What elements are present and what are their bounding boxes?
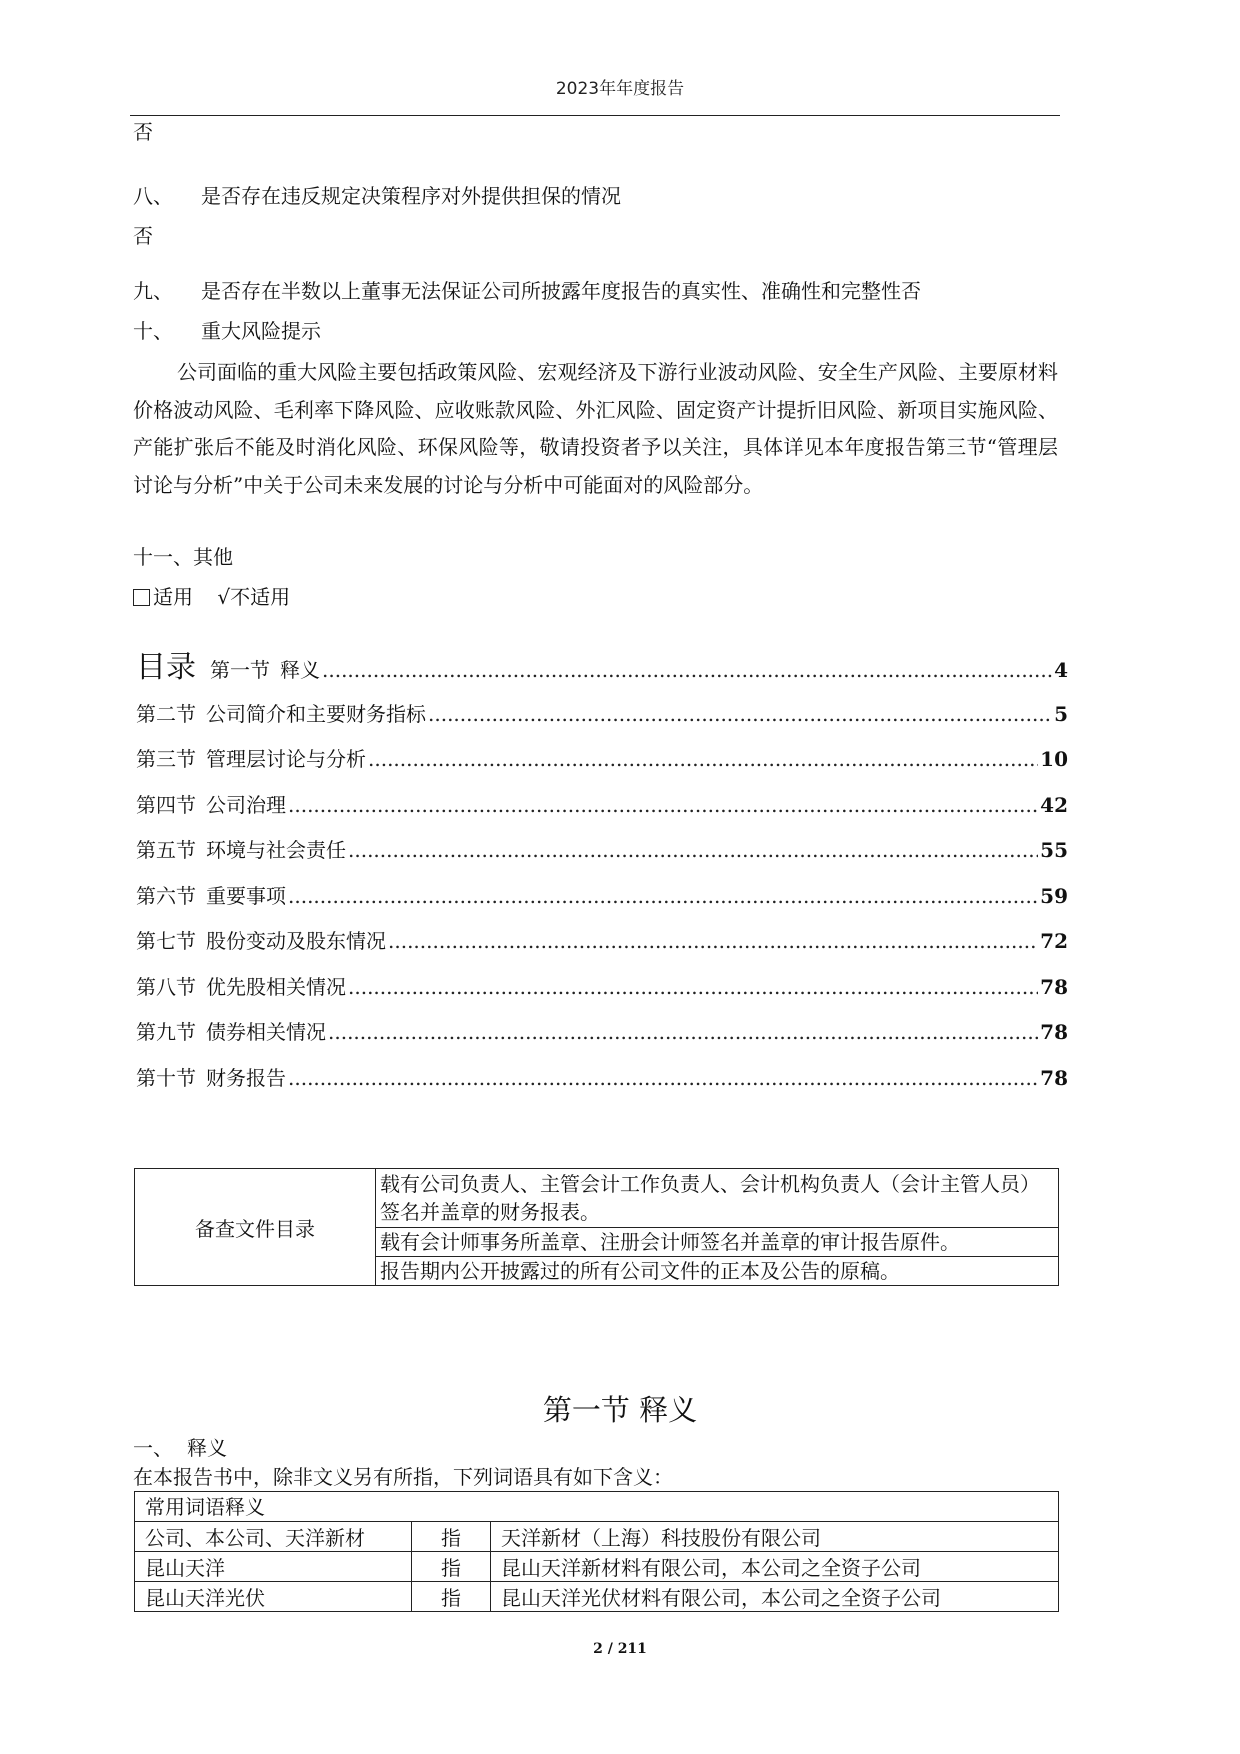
toc-page-number: 72 <box>1040 929 1068 953</box>
toc-entry[interactable] <box>136 745 1068 773</box>
definition-cell: 昆山天洋新材料有限公司，本公司之全资子公司 <box>491 1552 1059 1582</box>
toc-section-title: 管理层讨论与分析 <box>206 747 366 771</box>
toc-section-number: 第三节 <box>136 747 196 771</box>
checkbox-unchecked-icon <box>133 589 150 606</box>
toc-section-title: 债券相关情况 <box>206 1020 326 1044</box>
item-9-num: 九、 <box>133 279 173 303</box>
reference-doc-item: 载有公司负责人、主管会计工作负责人、会计机构负责人（会计主管人员）签名并盖章的财务报表。 <box>376 1169 1059 1228</box>
toc-entry[interactable] <box>136 700 1068 728</box>
page-header: 2023年年度报告 <box>555 79 685 99</box>
item-8-num: 八、 <box>133 184 173 208</box>
toc-page-number: 59 <box>1040 884 1068 908</box>
toc-section-number: 第八节 <box>136 975 196 999</box>
item-10-num: 十、 <box>133 319 173 343</box>
item-10-text: 重大风险提示 <box>201 319 321 343</box>
ref-cell: 指 <box>412 1582 491 1612</box>
answer-no: 否 <box>133 224 153 248</box>
toc-section-title: 财务报告 <box>206 1066 286 1090</box>
toc-page-number: 5 <box>1054 702 1068 726</box>
applicability-options <box>133 583 290 611</box>
toc-entry[interactable] <box>136 791 1068 819</box>
reference-docs-table <box>134 1168 1059 1286</box>
answer-no: 否 <box>133 120 153 144</box>
toc-section-title: 股份变动及股东情况 <box>206 929 386 953</box>
page-total: 211 <box>617 1641 647 1657</box>
toc-section-number: 第九节 <box>136 1020 196 1044</box>
toc-leader-dots <box>428 700 1052 728</box>
toc-section-number: 第七节 <box>136 929 196 953</box>
toc-section-number: 第一节 <box>210 658 270 682</box>
toc-page-number: 78 <box>1040 1020 1068 1044</box>
page-number <box>0 1641 1240 1657</box>
table-row <box>135 1582 1059 1612</box>
table-row <box>135 1492 1059 1522</box>
toc-leader-dots <box>368 745 1038 773</box>
toc-page-number: 55 <box>1040 838 1068 862</box>
term-cell: 昆山天洋光伏 <box>135 1582 412 1612</box>
term-cell: 公司、本公司、天洋新材 <box>135 1522 412 1552</box>
reference-doc-item: 报告期内公开披露过的所有公司文件的正本及公告的原稿。 <box>376 1257 1059 1286</box>
item-9 <box>133 277 921 305</box>
toc-section-number: 第六节 <box>136 884 196 908</box>
option-applicable: 适用 <box>153 585 193 609</box>
option-not-applicable: 不适用 <box>230 585 291 609</box>
table-row <box>135 1169 1059 1228</box>
toc-leader-dots <box>288 1064 1038 1092</box>
toc-entry[interactable] <box>136 1064 1068 1092</box>
item-11: 十一、其他 <box>133 545 233 569</box>
toc-entry[interactable] <box>136 882 1068 910</box>
toc-section-number: 第十节 <box>136 1066 196 1090</box>
page-current: 2 <box>593 1641 603 1657</box>
toc-page-number: 78 <box>1040 1066 1068 1090</box>
toc-page-number: 78 <box>1040 975 1068 999</box>
item-8-text: 是否存在违反规定决策程序对外提供担保的情况 <box>201 184 621 208</box>
toc-section-title: 公司简介和主要财务指标 <box>206 702 426 726</box>
toc-section-title: 公司治理 <box>206 793 286 817</box>
reference-doc-item: 载有会计师事务所盖章、注册会计师签名并盖章的审计报告原件。 <box>376 1228 1059 1257</box>
item-8 <box>133 182 621 210</box>
sub-title: 释义 <box>187 1436 227 1460</box>
toc-page-number: 42 <box>1040 793 1068 817</box>
check-mark-icon: √ <box>217 585 231 609</box>
toc-section-number: 第五节 <box>136 838 196 862</box>
page-separator: / <box>607 1641 613 1657</box>
toc-leader-dots <box>288 791 1038 819</box>
item-9-text: 是否存在半数以上董事无法保证公司所披露年度报告的真实性、准确性和完整性否 <box>201 279 921 303</box>
toc-heading: 目录 <box>136 650 196 685</box>
toc-leader-dots <box>348 836 1038 864</box>
toc-leader-dots <box>322 656 1052 684</box>
toc-page-number: 10 <box>1040 747 1068 771</box>
table-row <box>135 1522 1059 1552</box>
toc-entry[interactable] <box>136 650 1068 685</box>
toc-entry[interactable] <box>136 973 1068 1001</box>
toc-section-number: 第四节 <box>136 793 196 817</box>
toc-section-title: 重要事项 <box>206 884 286 908</box>
toc-leader-dots <box>388 927 1038 955</box>
toc-entry[interactable] <box>136 1018 1068 1046</box>
definition-cell: 天洋新材（上海）科技股份有限公司 <box>491 1522 1059 1552</box>
risk-paragraph: 公司面临的重大风险主要包括政策风险、宏观经济及下游行业波动风险、安全生产风险、主要原材料价格波动风险、毛利率下降风险、应收账款风险、外汇风险、固定资产计提折旧风险、新项目实施风险、产能扩张后不能及时消化风险、环保风险等，敬请投资者予以关注，具体详见本年度报告第三节“管理层讨论与分析”中关于公司未来发展的讨论与分析中可能面对的风险部分。 <box>133 360 1058 497</box>
ref-cell: 指 <box>412 1522 491 1552</box>
toc-page-number: 4 <box>1054 658 1068 682</box>
ref-cell: 指 <box>412 1552 491 1582</box>
term-cell: 昆山天洋 <box>135 1552 412 1582</box>
definitions-intro: 在本报告书中，除非文义另有所指，下列词语具有如下含义： <box>133 1465 673 1489</box>
header-rule <box>130 115 1060 116</box>
toc-section-title: 环境与社会责任 <box>206 838 346 862</box>
section-title: 第一节 释义 <box>542 1393 698 1427</box>
item-10 <box>133 317 321 345</box>
section-subheading <box>133 1434 227 1462</box>
definitions-table <box>134 1491 1059 1612</box>
definitions-table-header: 常用词语释义 <box>135 1492 1059 1522</box>
toc-entry[interactable] <box>136 927 1068 955</box>
toc-leader-dots <box>328 1018 1038 1046</box>
toc-entry[interactable] <box>136 836 1068 864</box>
definition-cell: 昆山天洋光伏材料有限公司，本公司之全资子公司 <box>491 1582 1059 1612</box>
sub-num: 一、 <box>133 1436 173 1460</box>
toc-section-title: 释义 <box>280 658 320 682</box>
toc-section-number: 第二节 <box>136 702 196 726</box>
reference-docs-label: 备查文件目录 <box>135 1169 376 1286</box>
toc-leader-dots <box>348 973 1038 1001</box>
table-row <box>135 1552 1059 1582</box>
toc-leader-dots <box>288 882 1038 910</box>
toc-section-title: 优先股相关情况 <box>206 975 346 999</box>
